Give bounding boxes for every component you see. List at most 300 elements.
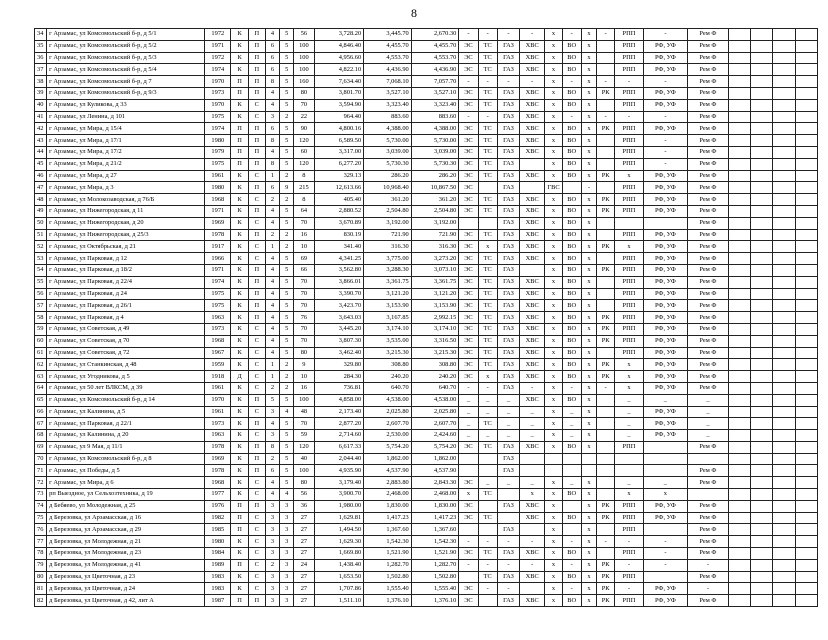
cell-total-area: 1,494.50 [314,524,364,536]
cell-rpp: РПП [615,40,643,52]
cell-residential-area: 1,555.40 [411,583,459,595]
cell-rpp: РПП [615,29,643,41]
cell-empty [795,229,817,241]
cell-entrances: 1 [265,371,279,383]
cell-total-area: 1,438.40 [314,559,364,571]
cell-roof: РК [597,371,615,383]
cell-repair-fund: - [688,559,729,571]
cell-sewer: ВО [562,512,581,524]
cell-series: П [248,64,265,76]
cell-wall-material: П [231,123,248,135]
cell-total-area: 3,390.70 [314,288,364,300]
cell-sewer [562,453,581,465]
cell-row-no: 69 [35,441,47,453]
cell-year: 1968 [205,477,231,489]
cell-cold-water: ХВС [520,335,545,347]
cell-wall-material: К [231,182,248,194]
cell-elec: ЭС [459,264,478,276]
cell-rpp: - [615,536,643,548]
cell-total-area: 4,822.10 [314,64,364,76]
table-row [35,264,818,276]
cell-apartments: 160 [294,76,314,88]
cell-x-mark: х [581,52,596,64]
cell-floors: 2 [280,371,294,383]
cell-gas: - [497,583,519,595]
cell-floors: 2 [280,170,294,182]
cell-repair-fund: Рем Ф [688,123,729,135]
cell-address: г Арзамас, ул Парковая, д 24 [47,288,205,300]
cell-empty [728,241,750,253]
cell-cold-water: - [520,382,545,394]
cell-roof [597,394,615,406]
cell-floors: 5 [280,323,294,335]
cell-elec: - [459,559,478,571]
cell-cold-water: ХВС [520,312,545,324]
cell-empty [795,264,817,276]
cell-wall-material: К [231,489,248,501]
cell-residential-area: 7,057.70 [411,76,459,88]
cell-apartments: 100 [294,64,314,76]
cell-empty [773,300,795,312]
cell-heat: - [478,111,497,123]
cell-x-mark [581,465,596,477]
cell-heat: ТС [478,288,497,300]
cell-address: д Бебяево, ул Молодежная, д 25 [47,500,205,512]
cell-total-area: 2,880.52 [314,205,364,217]
cell-residential-area: 2,992.15 [411,312,459,324]
cell-gas: ГАЗ [497,524,519,536]
cell-wall-material: К [231,264,248,276]
cell-wall-material: К [231,276,248,288]
cell-gas: ГАЗ [497,111,519,123]
cell-living-area: 2,530.00 [364,430,412,442]
cell-x-mark: х [581,229,596,241]
cell-apartments: 16 [294,229,314,241]
cell-repair-fund: Рем Ф [688,536,729,548]
cell-total-area: 3,728.20 [314,29,364,41]
cell-cold-water: ХВС [520,194,545,206]
cell-elec [459,524,478,536]
cell-cold-water: ХВС [520,595,545,607]
cell-empty [728,512,750,524]
cell-empty [728,135,750,147]
cell-total-area: 2,044.40 [314,453,364,465]
cell-living-area: 5,730.00 [364,135,412,147]
cell-hot-water: х [545,571,562,583]
cell-living-area: 240.20 [364,371,412,383]
cell-elec: _ [459,394,478,406]
cell-living-area: 883.60 [364,111,412,123]
cell-empty [728,194,750,206]
cell-floors: 5 [280,217,294,229]
cell-facade: РФ, УФ [643,229,688,241]
cell-residential-area: 1,282.70 [411,559,459,571]
cell-hot-water: х [545,76,562,88]
cell-facade: РФ, УФ [643,359,688,371]
cell-elec: ЭС [459,170,478,182]
cell-cold-water: - [520,559,545,571]
cell-sewer: ВО [562,288,581,300]
table-row [35,288,818,300]
cell-facade [643,217,688,229]
cell-sewer: ВО [562,170,581,182]
cell-x-mark: х [581,99,596,111]
table-row [35,548,818,560]
cell-series: П [248,264,265,276]
cell-wall-material: К [231,29,248,41]
cell-cold-water [520,465,545,477]
cell-empty [773,371,795,383]
cell-x-mark: х [581,123,596,135]
cell-year: 1976 [205,500,231,512]
cell-heat: _ [478,394,497,406]
cell-apartments: 9 [294,359,314,371]
cell-residential-area: 4,388.00 [411,123,459,135]
cell-entrances: 6 [265,52,279,64]
cell-empty [795,359,817,371]
cell-year: 1961 [205,406,231,418]
cell-empty [728,559,750,571]
cell-floors: 3 [280,524,294,536]
cell-year: 1987 [205,595,231,607]
cell-heat: ТС [478,87,497,99]
cell-series: П [248,300,265,312]
cell-rpp: РПП [615,123,643,135]
cell-heat: - [478,536,497,548]
cell-apartments: 100 [294,52,314,64]
cell-floors: 5 [280,158,294,170]
cell-empty [750,40,772,52]
cell-cold-water: - [520,76,545,88]
cell-empty [795,99,817,111]
cell-empty [795,170,817,182]
cell-entrances: 8 [265,441,279,453]
cell-series: С [248,371,265,383]
cell-roof: РК [597,500,615,512]
cell-entrances: 4 [265,418,279,430]
cell-sewer: ВО [562,229,581,241]
cell-series: П [248,158,265,170]
cell-apartments: 215 [294,182,314,194]
cell-x-mark: х [581,548,596,560]
cell-year: 1975 [205,111,231,123]
table-row [35,394,818,406]
cell-empty [773,76,795,88]
cell-sewer: - [562,536,581,548]
cell-apartments: 100 [294,465,314,477]
cell-rpp [615,453,643,465]
cell-empty [750,548,772,560]
cell-row-no: 39 [35,87,47,99]
cell-series: П [248,465,265,477]
cell-floors: 5 [280,253,294,265]
cell-living-area: 2,504.80 [364,205,412,217]
cell-year: 1982 [205,512,231,524]
table-row [35,406,818,418]
cell-empty [773,335,795,347]
cell-living-area: 1,862.00 [364,453,412,465]
cell-elec: ЭС [459,347,478,359]
table-row [35,253,818,265]
cell-row-no: 63 [35,371,47,383]
cell-x-mark: х [581,477,596,489]
cell-sewer [562,524,581,536]
cell-empty [750,146,772,158]
cell-empty [750,406,772,418]
cell-series: С [248,217,265,229]
cell-hot-water: х [545,135,562,147]
cell-empty [750,99,772,111]
cell-elec: - [459,382,478,394]
cell-row-no: 66 [35,406,47,418]
cell-facade: РФ, УФ [643,241,688,253]
cell-total-area: 4,935.90 [314,465,364,477]
cell-series: П [248,418,265,430]
cell-total-area: 3,423.70 [314,300,364,312]
cell-repair-fund: Рем Ф [688,229,729,241]
cell-row-no: 42 [35,123,47,135]
cell-x-mark: х [581,347,596,359]
cell-floors: 5 [280,430,294,442]
cell-living-area: 1,502.80 [364,571,412,583]
cell-empty [773,146,795,158]
cell-living-area: 3,192.00 [364,217,412,229]
cell-empty [795,29,817,41]
cell-apartments: 60 [294,146,314,158]
cell-floors: 5 [280,394,294,406]
cell-living-area: 4,538.00 [364,394,412,406]
cell-empty [795,52,817,64]
cell-elec: ЭС [459,135,478,147]
cell-empty [750,465,772,477]
cell-series: С [248,99,265,111]
cell-total-area: 3,594.90 [314,99,364,111]
cell-sewer: ВО [562,40,581,52]
cell-repair-fund: Рем Ф [688,288,729,300]
cell-apartments: 27 [294,595,314,607]
table-row [35,111,818,123]
cell-empty [795,40,817,52]
cell-row-no: 56 [35,288,47,300]
cell-roof [597,347,615,359]
cell-living-area: 640.70 [364,382,412,394]
cell-total-area: 6,617.33 [314,441,364,453]
table-row [35,583,818,595]
cell-address: г Арзамас, ул Калинина, д 20 [47,430,205,442]
cell-year: 1978 [205,441,231,453]
cell-hot-water: х [545,229,562,241]
cell-floors: 5 [280,87,294,99]
cell-series: П [248,52,265,64]
cell-floors: 2 [280,111,294,123]
cell-living-area: 308.80 [364,359,412,371]
cell-living-area: 3,153.90 [364,300,412,312]
cell-empty [728,359,750,371]
cell-empty [750,300,772,312]
cell-address: г Арзамас, ул Мира, д 3 [47,182,205,194]
cell-entrances: 4 [265,264,279,276]
cell-total-area: 6,277.20 [314,158,364,170]
cell-entrances: 4 [265,29,279,41]
cell-repair-fund: Рем Ф [688,441,729,453]
cell-address: г Арзамас, ул Нижегородская, д 20 [47,217,205,229]
cell-empty [773,595,795,607]
cell-empty [750,323,772,335]
cell-address: рп Выездное, ул Сельхозтехника, д 19 [47,489,205,501]
cell-heat: _ [478,430,497,442]
cell-rpp: РПП [615,312,643,324]
cell-empty [773,29,795,41]
cell-facade: - [643,111,688,123]
cell-residential-area: 2,843.30 [411,477,459,489]
cell-empty [773,158,795,170]
cell-gas: - [497,76,519,88]
cell-x-mark: х [581,76,596,88]
cell-sewer: ВО [562,194,581,206]
cell-cold-water: ХВС [520,394,545,406]
cell-repair-fund: Рем Ф [688,300,729,312]
cell-floors: 3 [280,583,294,595]
cell-address: г Арзамас, ул Парковая, д 22/4 [47,276,205,288]
cell-elec: ЭС [459,205,478,217]
cell-apartments: 24 [294,559,314,571]
cell-row-no: 73 [35,489,47,501]
cell-facade [643,441,688,453]
cell-total-area: 4,858.00 [314,394,364,406]
cell-empty [773,347,795,359]
cell-empty [773,288,795,300]
cell-facade: РФ, УФ [643,300,688,312]
cell-wall-material: К [231,241,248,253]
cell-empty [728,264,750,276]
cell-rpp: РПП [615,52,643,64]
cell-sewer: _ [562,477,581,489]
cell-floors: 4 [280,406,294,418]
cell-entrances: 4 [265,217,279,229]
cell-roof [597,276,615,288]
cell-rpp: РПП [615,441,643,453]
cell-facade: РФ, УФ [643,583,688,595]
cell-year: 1975 [205,158,231,170]
cell-heat: х [478,241,497,253]
cell-elec: ЭС [459,99,478,111]
cell-roof [597,146,615,158]
cell-roof: РК [597,194,615,206]
cell-residential-area: 4,538.00 [411,394,459,406]
cell-sewer: ВО [562,441,581,453]
cell-repair-fund: Рем Ф [688,312,729,324]
table-row [35,217,818,229]
cell-cold-water: ХВС [520,300,545,312]
cell-entrances: 8 [265,135,279,147]
cell-cold-water: ХВС [520,170,545,182]
cell-address: г Арзамас, ул Молокозаводская, д 76/Б [47,194,205,206]
cell-hot-water: х [545,512,562,524]
cell-x-mark: х [581,205,596,217]
cell-empty [773,170,795,182]
cell-hot-water: х [545,29,562,41]
cell-repair-fund: _ [688,430,729,442]
cell-heat: ТС [478,64,497,76]
cell-gas: ГАЗ [497,264,519,276]
cell-year: 1980 [205,182,231,194]
cell-residential-area: 721.90 [411,229,459,241]
cell-hot-water: х [545,87,562,99]
cell-cold-water: ХВС [520,52,545,64]
cell-elec: ЭС [459,548,478,560]
cell-rpp: х [615,489,643,501]
cell-cold-water: ХВС [520,99,545,111]
cell-elec: ЭС [459,312,478,324]
cell-cold-water: ХВС [520,87,545,99]
cell-empty [795,135,817,147]
cell-facade: РФ, УФ [643,99,688,111]
cell-gas: - [497,29,519,41]
cell-residential-area: 4,553.70 [411,52,459,64]
cell-x-mark: х [581,87,596,99]
cell-wall-material: К [231,418,248,430]
cell-facade: РФ, УФ [643,194,688,206]
cell-roof: - [597,536,615,548]
cell-empty [750,111,772,123]
cell-empty [728,418,750,430]
cell-total-area: 4,800.16 [314,123,364,135]
cell-series: П [248,453,265,465]
cell-roof [597,548,615,560]
cell-total-area: 3,445.20 [314,323,364,335]
cell-elec: ЭС [459,276,478,288]
cell-empty [795,241,817,253]
cell-address: г Арзамас, ул Мира, д 17/2 [47,146,205,158]
cell-sewer: - [562,29,581,41]
cell-empty [795,276,817,288]
cell-row-no: 50 [35,217,47,229]
cell-total-area: 284.30 [314,371,364,383]
cell-empty [728,288,750,300]
cell-rpp: РПП [615,99,643,111]
cell-empty [773,111,795,123]
cell-heat: ТС [478,170,497,182]
cell-empty [750,229,772,241]
cell-roof [597,465,615,477]
cell-year: 1969 [205,453,231,465]
cell-residential-area: 5,730.00 [411,135,459,147]
cell-facade [643,453,688,465]
cell-x-mark: х [581,253,596,265]
cell-living-area: 3,535.00 [364,335,412,347]
cell-floors: 2 [280,359,294,371]
cell-facade: - [643,158,688,170]
cell-apartments: 64 [294,205,314,217]
cell-facade: РФ, УФ [643,347,688,359]
cell-roof: РК [597,595,615,607]
cell-empty [728,99,750,111]
cell-x-mark: х [581,500,596,512]
cell-cold-water: _ [520,418,545,430]
cell-sewer: ВО [562,323,581,335]
cell-series: П [248,135,265,147]
cell-empty [773,323,795,335]
cell-address: г Арзамас, ул Парковая, д 12 [47,253,205,265]
cell-cold-water: ХВС [520,111,545,123]
cell-row-no: 60 [35,335,47,347]
cell-address: г Арзамас, ул Мира, д 27 [47,170,205,182]
cell-x-mark: х [581,170,596,182]
cell-year: 1978 [205,465,231,477]
cell-empty [795,64,817,76]
cell-cold-water: ХВС [520,135,545,147]
table-row [35,347,818,359]
